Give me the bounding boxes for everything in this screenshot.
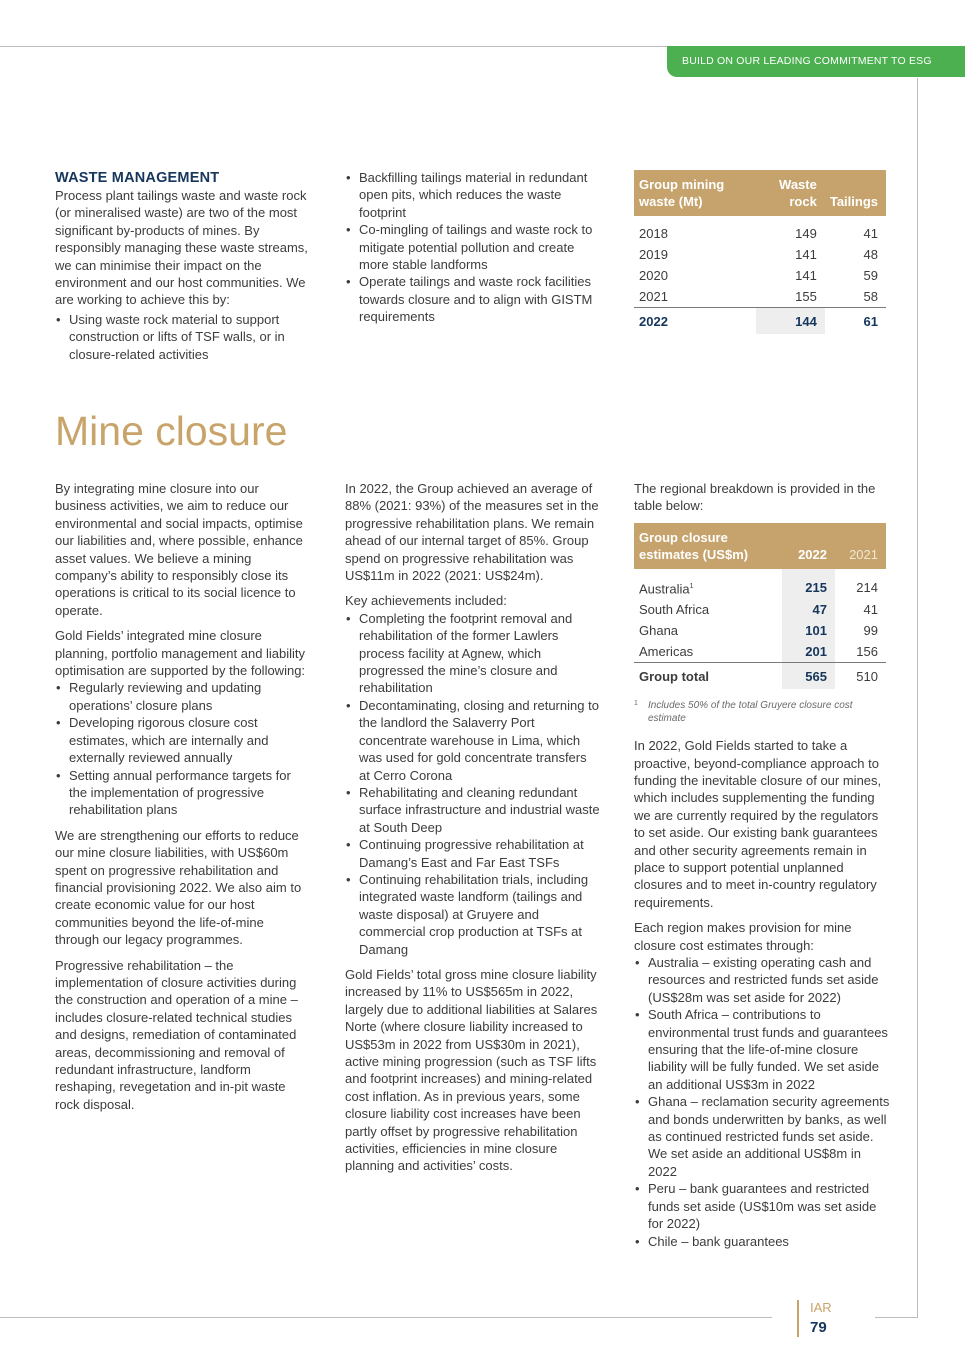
paragraph: Gold Fields’ total gross mine closure liability increased by 11% to US$565m in 2022, largely due to additional liabilities at Salares Norte (where closure liability increased to US$53m in 2022 from US$30m in 2021), active mining progression (such as TSF lifts and footprint increases) and mining-related cost inflation. As in previous years, some closure liability cost increases have been partly offset by progressive rehabilitation activities, efficiencies in mine closure planning and activities’ costs. — [345, 966, 598, 1174]
list-item: • Operate tailings and waste rock facilities towards closure and to align with GISTM requirements — [345, 273, 600, 325]
cell-waste-rock: 155 — [795, 289, 817, 304]
cell-region: Ghana — [639, 623, 679, 639]
cell-tailings: 61 — [825, 308, 886, 335]
footnote-mark: 1 — [634, 700, 638, 708]
list-item: • Regularly reviewing and updating operations’ closure plans — [55, 679, 311, 714]
cell-2022: 201 — [782, 641, 835, 663]
list-item: • Australia – existing operating cash and resources and restricted funds set aside (US$28m was set aside for 2022) — [634, 954, 890, 1006]
waste-table-header: Waste rock — [756, 170, 825, 216]
cell-region: Group total — [634, 663, 782, 690]
cell-2021: 99 — [863, 623, 878, 639]
closure-table — [634, 523, 886, 689]
cell-year: 2021 — [639, 289, 668, 304]
cell-2021: 214 — [856, 579, 878, 595]
bullet-list — [345, 610, 601, 958]
report-label: IAR — [810, 1300, 832, 1315]
table-row — [634, 569, 886, 599]
paragraph: The regional breakdown is provided in the table below: — [634, 481, 876, 514]
cell-year: 2019 — [639, 247, 668, 262]
page-number: 79 — [810, 1319, 827, 1336]
table-row — [634, 641, 886, 663]
closure-col-2 — [345, 480, 601, 1183]
table-footnote — [634, 699, 890, 725]
section-tab: BUILD ON OUR LEADING COMMITMENT TO ESG — [667, 46, 965, 77]
cell-2021: 41 — [863, 602, 878, 618]
table-row — [634, 286, 886, 308]
list-item: • Developing rigorous closure cost estimates, which are internally and externally reviewed annually — [55, 714, 311, 766]
cell-region: South Africa — [639, 602, 710, 618]
cell-year: 2018 — [639, 226, 668, 241]
paragraph: In 2022, Gold Fields started to take a proactive, beyond-compliance approach to funding the inevitable closure of our mines, which includes supplementing the funding we are currently required by the regulators to set aside. Our existing bank guarantees and other security agreements remain in place to support potential unplanned closures and to meet in-country regulatory requirements. — [634, 738, 882, 910]
footnote-ref: 1 — [689, 582, 694, 590]
list-item: • Rehabilitating and cleaning redundant surface infrastructure and industrial waste at South Deep — [345, 784, 601, 836]
table-total-row — [634, 308, 886, 335]
closure-table-header: 2021 — [835, 523, 886, 569]
cell-year: 2022 — [634, 308, 756, 335]
list-item: • Setting annual performance targets for the implementation of progressive rehabilitation plans — [55, 767, 311, 819]
cell-2022: 565 — [782, 663, 835, 690]
waste-heading: WASTE MANAGEMENT — [55, 170, 220, 186]
list-item: • Peru – bank guarantees and restricted funds set aside (US$10m was set aside for 2022) — [634, 1180, 890, 1232]
list-item: • Co-mingling of tailings and waste rock to mitigate potential pollution and create more stable landforms — [345, 221, 600, 273]
paragraph: In 2022, the Group achieved an average of 88% (2021: 93%) of the measures set in the progressive rehabilitation plans. We remain ahead of our internal target of 85%. Group spend on progressive rehabilitation was US$11m in 2022 (2021: US$24m). — [345, 481, 599, 584]
bottom-rule-right — [875, 1317, 918, 1318]
list-item: • Completing the footprint removal and rehabilitation of the former Lawlers process facility at Agnew, which progressed the mine’s closure and rehabilitation — [345, 610, 601, 697]
cell-tailings: 58 — [863, 289, 878, 304]
cell-2021: 156 — [856, 644, 878, 660]
section-title: Mine closure — [55, 408, 288, 454]
waste-bullets-a — [55, 311, 313, 363]
table-row — [634, 620, 886, 641]
waste-table-header: Tailings — [825, 170, 886, 216]
page-number-bar — [797, 1300, 799, 1337]
closure-col-1 — [55, 480, 311, 1121]
waste-col-2 — [345, 169, 600, 334]
list-item: • Decontaminating, closing and returning to the landlord the Salaverry Port concentrate warehouse in Lima, which was used for gold concentrate transfers at Cerro Corona — [345, 697, 601, 784]
closure-table-header: 2022 — [782, 523, 835, 569]
list-item: • Chile – bank guarantees — [634, 1233, 890, 1250]
cell-region: Americas — [639, 644, 694, 660]
cell-2021: 510 — [835, 663, 886, 690]
waste-table-header: Group mining waste (Mt) — [634, 170, 756, 216]
bullet-list — [55, 679, 311, 818]
cell-2022: 47 — [782, 599, 835, 620]
waste-bullets-b — [345, 169, 600, 326]
table-row — [634, 599, 886, 620]
cell-2022: 101 — [782, 620, 835, 641]
list-item: • Continuing rehabilitation trials, including integrated waste landform (tailings and waste disposal) at Gruyere and commercial crop production at TSFs at Damang — [345, 871, 601, 958]
paragraph: By integrating mine closure into our business activities, we aim to reduce our environmental and social impacts, optimise our liabilities and, where possible, enhance asset values. We believe a mining company’s ability to responsibly close its operations is critical to its social licence to operate. — [55, 481, 303, 618]
cell-region — [634, 569, 782, 599]
list-item: • Using waste rock material to support construction or lifts of TSF walls, or in closure-related activities — [55, 311, 313, 363]
bullet-list — [634, 954, 890, 1250]
list-item: • Ghana – reclamation security agreements and bonds underwritten by banks, as well as continued restricted funds set aside. We set aside an additional US$8m in 2022 — [634, 1093, 890, 1180]
closure-table-header: Group closure estimates (US$m) — [634, 523, 782, 569]
list-item: • Continuing progressive rehabilitation at Damang’s East and Far East TSFs — [345, 836, 601, 871]
list-item: • Backfilling tailings material in redundant open pits, which reduces the waste footprint — [345, 169, 600, 221]
cell-2022: 215 — [782, 569, 835, 599]
region-label: Australia — [639, 581, 690, 597]
table-row — [634, 265, 886, 286]
footnote-text: Includes 50% of the total Gruyere closure cost estimate — [648, 700, 853, 725]
waste-table-wrap — [634, 170, 886, 334]
cell-tailings: 48 — [863, 247, 878, 262]
cell-waste-rock: 149 — [795, 226, 817, 241]
cell-waste-rock: 144 — [756, 308, 825, 335]
cell-tailings: 41 — [863, 226, 878, 241]
right-rule — [917, 78, 918, 1318]
table-row — [634, 216, 886, 244]
cell-tailings: 59 — [863, 268, 878, 283]
closure-col-3 — [634, 480, 890, 1258]
bottom-rule — [0, 1317, 772, 1318]
cell-year: 2020 — [639, 268, 668, 283]
list-item: • South Africa – contributions to environmental trust funds and guarantees ensuring that the life-of-mine closure liability will be fully funded. We set aside an additional US$3m in 2022 — [634, 1006, 890, 1093]
paragraph: Progressive rehabilitation – the implementation of closure activities during the construction and operation of a mine – includes closure-related technical studies and designs, remediation of contaminated areas, decommissioning and removal of redundant infrastructure, landform reshaping, revegetation and in-pit waste rock disposal. — [55, 957, 298, 1112]
paragraph: Key achievements included: — [345, 593, 507, 609]
paragraph: Gold Fields’ integrated mine closure planning, portfolio management and liability optimisation are supported by the following: — [55, 628, 306, 679]
waste-table — [634, 170, 886, 334]
cell-waste-rock: 141 — [795, 268, 817, 283]
table-total-row — [634, 663, 886, 690]
paragraph: We are strengthening our efforts to reduce our mine closure liabilities, with US$60m spent on progressive rehabilitation and financial provisioning 2022. We also aim to create economic value for our host communities beyond the life-of-mine through our legacy programmes. — [55, 827, 302, 948]
waste-intro: Process plant tailings waste and waste rock (or mineralised waste) are two of the most significant by-products of mines. By responsibly managing these waste streams, we can minimise their impact on the environment and our host communities. We are working to achieve this by: — [55, 188, 308, 308]
cell-waste-rock: 141 — [795, 247, 817, 262]
paragraph: Each region makes provision for mine closure cost estimates through: — [634, 920, 852, 953]
waste-col-1 — [55, 169, 313, 371]
table-row — [634, 244, 886, 265]
